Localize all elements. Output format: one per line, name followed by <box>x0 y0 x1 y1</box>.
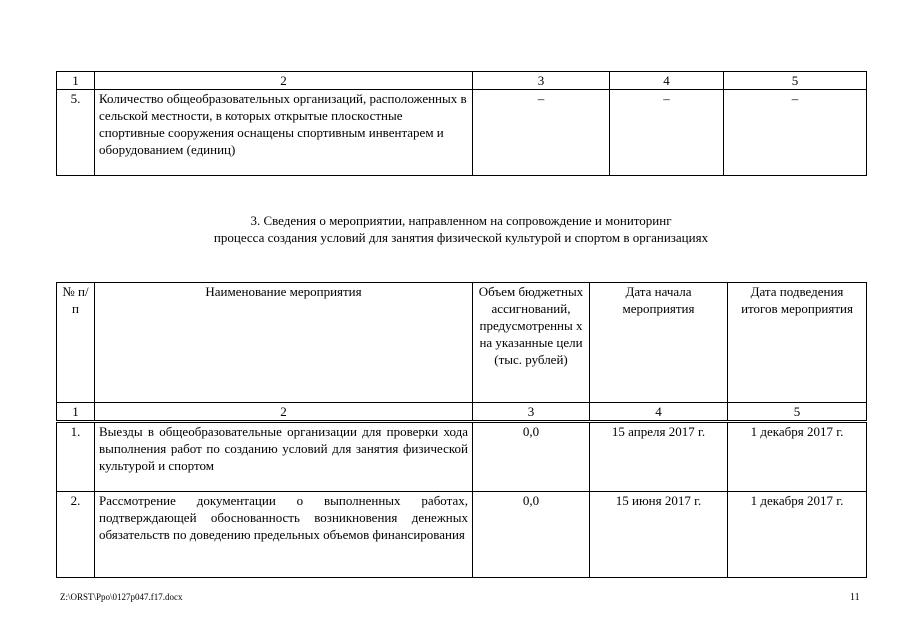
budget-value: 0,0 <box>473 492 590 578</box>
end-date: 1 декабря 2017 г. <box>728 422 867 492</box>
indicator-name: Количество общеобразовательных организаций, расположенных в сельской местности, в которых открытые плоскостные спортивные сооружения оснащены спортивным инвентарем и оборудованием (единиц) <box>95 90 473 176</box>
budget-value: 0,0 <box>473 422 590 492</box>
event-name: Рассмотрение документации о выполненных работах, подтверждающей обоснованность возникновения денежных обязательств по доведению предельных объемов финансирования <box>95 492 473 578</box>
column-number: 5 <box>728 403 867 422</box>
table-row <box>57 492 867 578</box>
column-number: 4 <box>610 72 724 90</box>
start-date: 15 июня 2017 г. <box>590 492 728 578</box>
events-table <box>56 282 867 578</box>
column-number-row <box>57 72 867 90</box>
header-start-date: Дата начала мероприятия <box>590 283 728 403</box>
page-number: 11 <box>850 592 860 603</box>
column-number: 1 <box>57 72 95 90</box>
end-date: 1 декабря 2017 г. <box>728 492 867 578</box>
column-number: 2 <box>95 72 473 90</box>
row-number: 1. <box>57 422 95 492</box>
indicators-table-continuation <box>56 71 867 176</box>
section-heading-line: 3. Сведения о мероприятии, направленном на сопровождение и мониторинг <box>250 213 672 228</box>
header-end-date: Дата подведения итогов мероприятия <box>728 283 867 403</box>
start-date: 15 апреля 2017 г. <box>590 422 728 492</box>
file-path: Z:\ORST\Ppo\0127p047.f17.docx <box>60 592 183 602</box>
row-number: 5. <box>57 90 95 176</box>
column-number-row <box>57 403 867 422</box>
column-number: 2 <box>95 403 473 422</box>
column-number: 3 <box>473 72 610 90</box>
event-name: Выезды в общеобразовательные организации для проверки хода выполнения работ по созданию условий для занятия физической культурой и спортом <box>95 422 473 492</box>
column-number: 1 <box>57 403 95 422</box>
section-heading <box>56 212 866 246</box>
column-number: 3 <box>473 403 590 422</box>
header-name: Наименование мероприятия <box>95 283 473 403</box>
section-heading-line: процесса создания условий для занятия физической культурой и спортом в организациях <box>213 230 709 245</box>
value-cell: – <box>473 90 610 176</box>
value-cell: – <box>724 90 867 176</box>
header-number: № п/п <box>57 283 95 403</box>
column-number: 5 <box>724 72 867 90</box>
header-budget: Объем бюджетных ассигнований, предусмотренны х на указанные цели (тыс. рублей) <box>473 283 590 403</box>
row-number: 2. <box>57 492 95 578</box>
column-number: 4 <box>590 403 728 422</box>
header-row <box>57 283 867 403</box>
table-row <box>57 90 867 176</box>
table-row <box>57 422 867 492</box>
value-cell: – <box>610 90 724 176</box>
